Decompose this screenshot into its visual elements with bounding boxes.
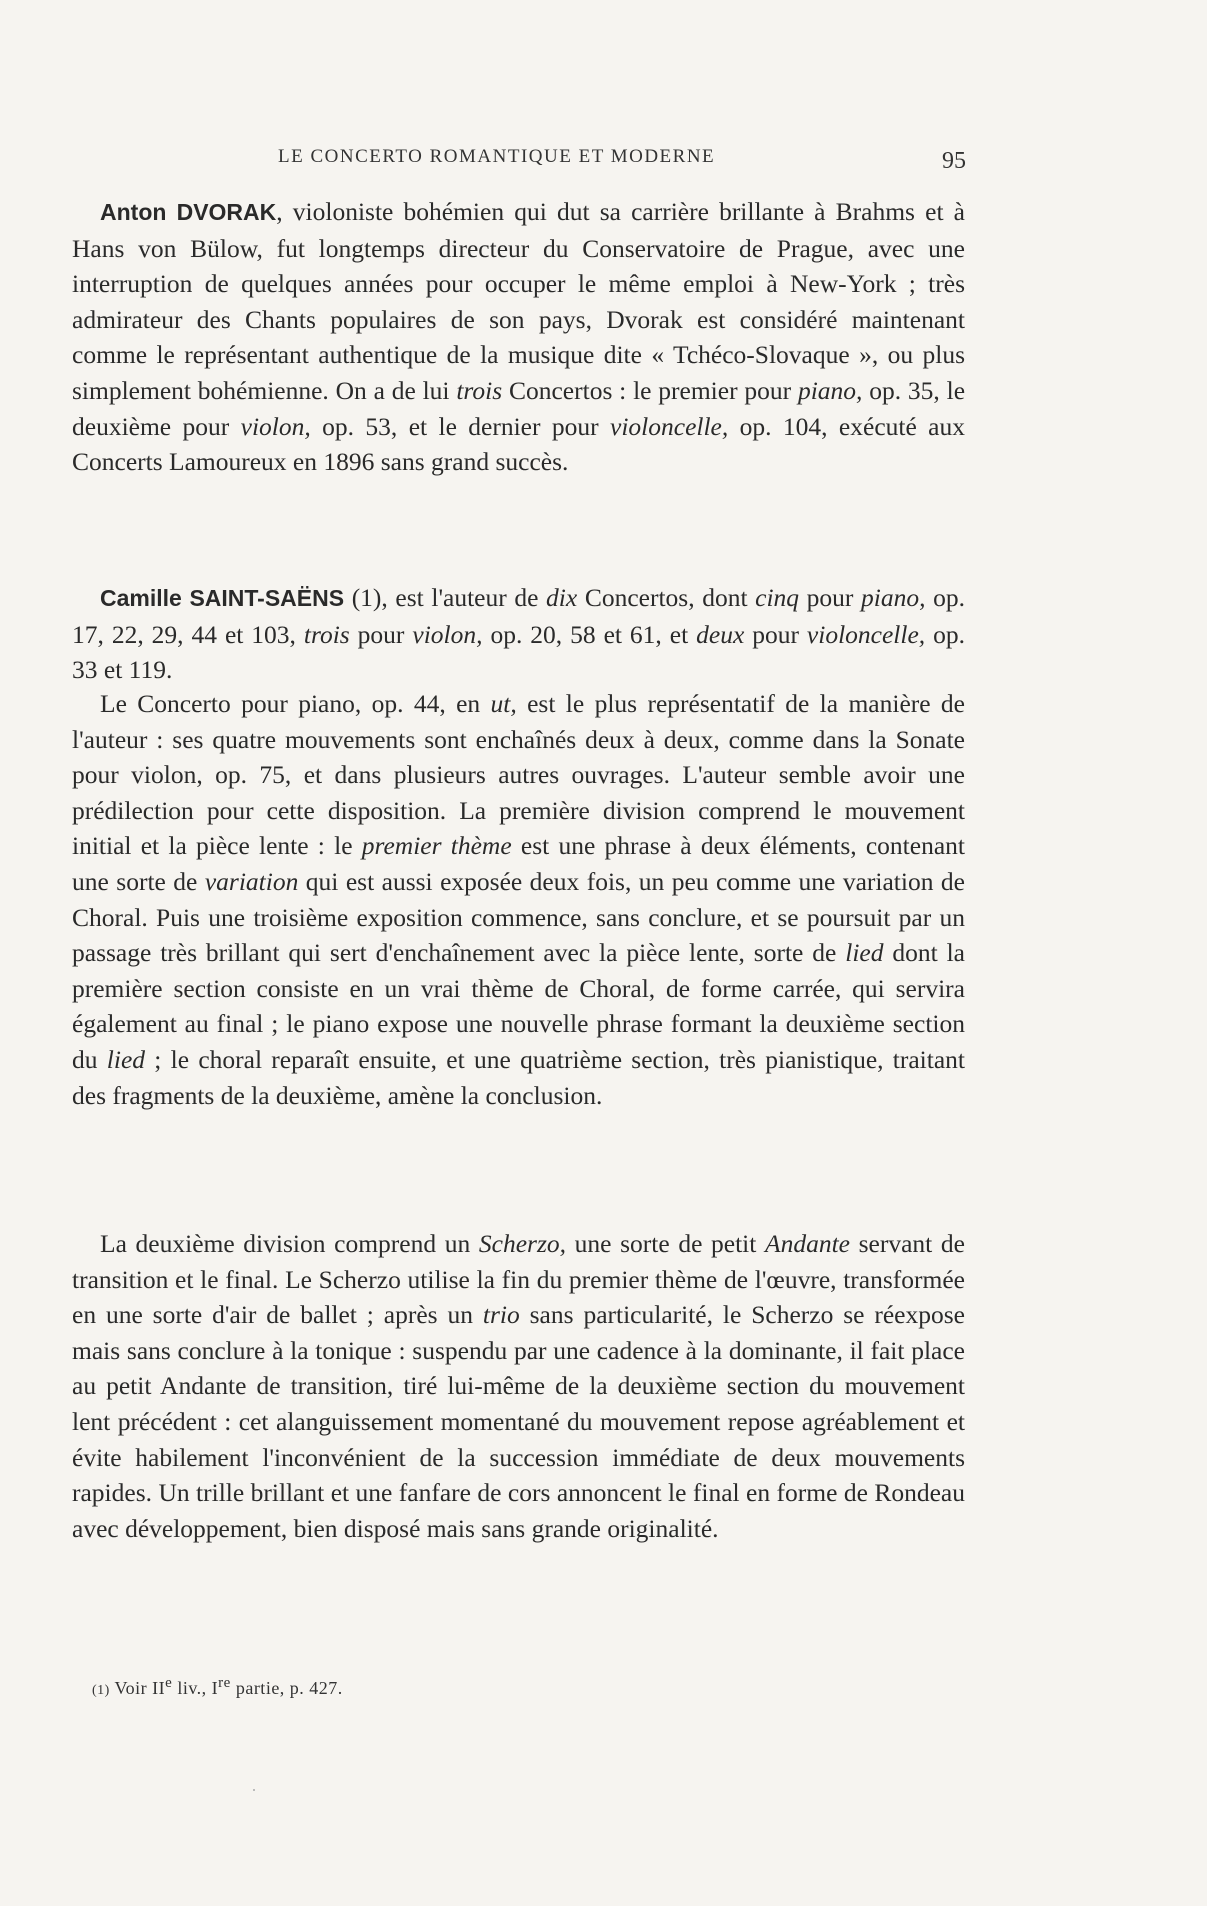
italic-span: violon, [412, 619, 483, 649]
superscript: re [218, 1675, 231, 1691]
text-span: op. 104, exécuté aux Concerts Lamoureux en 1896 sans grand succès. [72, 411, 965, 477]
text-span: servant de transition et le final. Le Scherzo utilise la fin du premier thème de l'œuvre, transformée en une sorte d'air de ballet ; après un [72, 1229, 965, 1330]
paragraph-dvorak [72, 194, 965, 480]
italic-span: variation [204, 866, 299, 896]
running-title: LE CONCERTO ROMANTIQUE ET MODERNE [278, 146, 716, 167]
page-number: 95 [942, 148, 966, 174]
text-span: op. 20, 58 et 61, et [482, 619, 697, 649]
paragraph-deuxieme-division [72, 1226, 965, 1546]
text-span: (1), est l'auteur de [344, 583, 547, 612]
italic-span: ut, [490, 689, 517, 718]
text-span: dont la première section consiste en un vrai thème de Choral, de forme carrée, qui servira également au final ; le piano expose une nouvelle phrase formant la deuxième section du [72, 938, 965, 1074]
italic-span: trio [482, 1300, 520, 1330]
italic-span: violon, [240, 411, 311, 441]
italic-span: trois [456, 375, 503, 405]
italic-span: lied [106, 1044, 146, 1074]
text-span: Voir II [109, 1678, 166, 1698]
italic-span: violoncelle, [610, 411, 729, 441]
paragraph-saint-saens [72, 580, 965, 688]
italic-span: piano, [861, 583, 926, 612]
italic-span: lied [845, 938, 884, 968]
text-span: op. 33 et 119. [72, 619, 966, 685]
text-span: sans particularité, le Scherzo se réexpose mais sans conclure à la tonique : suspendu par une cadence à la dominante, il fait place au petit Andante de transition, tiré lui-même de la deuxième section du mouvement lent précédent : cet alanguissement momentané du mouvement repose agréablement et évite habilement l'inconvénient de la succession immédiate de deux mouvements rapides. Un trille brillant et une fanfare de cors annoncent le final en forme de Rondeau avec développement, bien disposé mais sans grande originalité. [72, 1300, 965, 1543]
text-span: une sorte de petit [566, 1229, 765, 1258]
text-span: op. 53, et le dernier pour [310, 411, 611, 441]
text-span: est le plus représentatif de la manière de l'auteur : ses quatre mouvements sont enchaînés deux à deux, comme dans la Sonate pour violon, op. 75, et dans plusieurs autres ouvrages. L'auteur semble avoir une prédilection pour cette disposition. La première division comprend le mouvement initial et la pièce lente : le [72, 689, 966, 861]
italic-span: dix [546, 583, 578, 612]
composer-name-saint-saens: Camille SAINT-SAËNS [100, 585, 345, 611]
paragraph-concerto-piano [72, 686, 965, 1113]
text-span: Concertos, dont [577, 583, 756, 612]
text-span: ; le choral reparaît ensuite, et une quatrième section, très pianistique, traitant des fragments de la deuxième, amène la conclusion. [72, 1044, 966, 1110]
text-span: pour [349, 619, 413, 649]
printer-mark [253, 1789, 255, 1791]
text-span: est une phrase à deux éléments, contenant une sorte de [72, 831, 965, 896]
italic-span: Scherzo, [478, 1229, 566, 1258]
text-span: pour [799, 583, 862, 612]
italic-span: cinq [755, 583, 800, 612]
text-span: qui est aussi exposée deux fois, un peu comme une variation de Choral. Puis une troisième exposition commence, sans conclure, et se poursuit par un passage très brillant qui sert d'enchaînement avec la pièce lente, sorte de [72, 866, 965, 968]
text-span: Le Concerto pour piano, op. 44, en [100, 689, 491, 718]
italic-span: Andante [765, 1229, 850, 1258]
italic-span: violoncelle, [806, 619, 926, 649]
italic-span: premier thème [361, 831, 512, 861]
footnote-mark: (1) [92, 1683, 110, 1698]
text-span: partie, p. 427. [230, 1678, 343, 1698]
text-span: Concertos : le premier pour [502, 375, 798, 405]
superscript: e [165, 1675, 173, 1691]
text-span: , violoniste bohémien qui dut sa carrière brillante à Brahms et à Hans von Bülow, fut longtemps directeur du Conservatoire de Prague, avec une interruption de quelques années pour occuper le même emploi à New-York ; très admirateur des Chants populaires de son pays, Dvorak est considéré maintenant comme le représentant authentique de la musique dite « Tchéco-Slovaque », ou plus simplement bohémienne. On a de lui [72, 197, 965, 405]
text-span: La deuxième division comprend un [100, 1229, 479, 1258]
italic-span: deux [696, 619, 745, 649]
text-span: op. 17, 22, 29, 44 et 103, [72, 583, 965, 649]
italic-span: trois [303, 619, 350, 649]
italic-span: piano, [797, 375, 863, 405]
footnote [92, 1675, 343, 1699]
text-span: liv., I [172, 1678, 219, 1698]
composer-name-dvorak: Anton DVORAK [100, 199, 277, 225]
text-span: op. 35, le deuxième pour [72, 375, 966, 441]
text-span: pour [744, 619, 807, 649]
